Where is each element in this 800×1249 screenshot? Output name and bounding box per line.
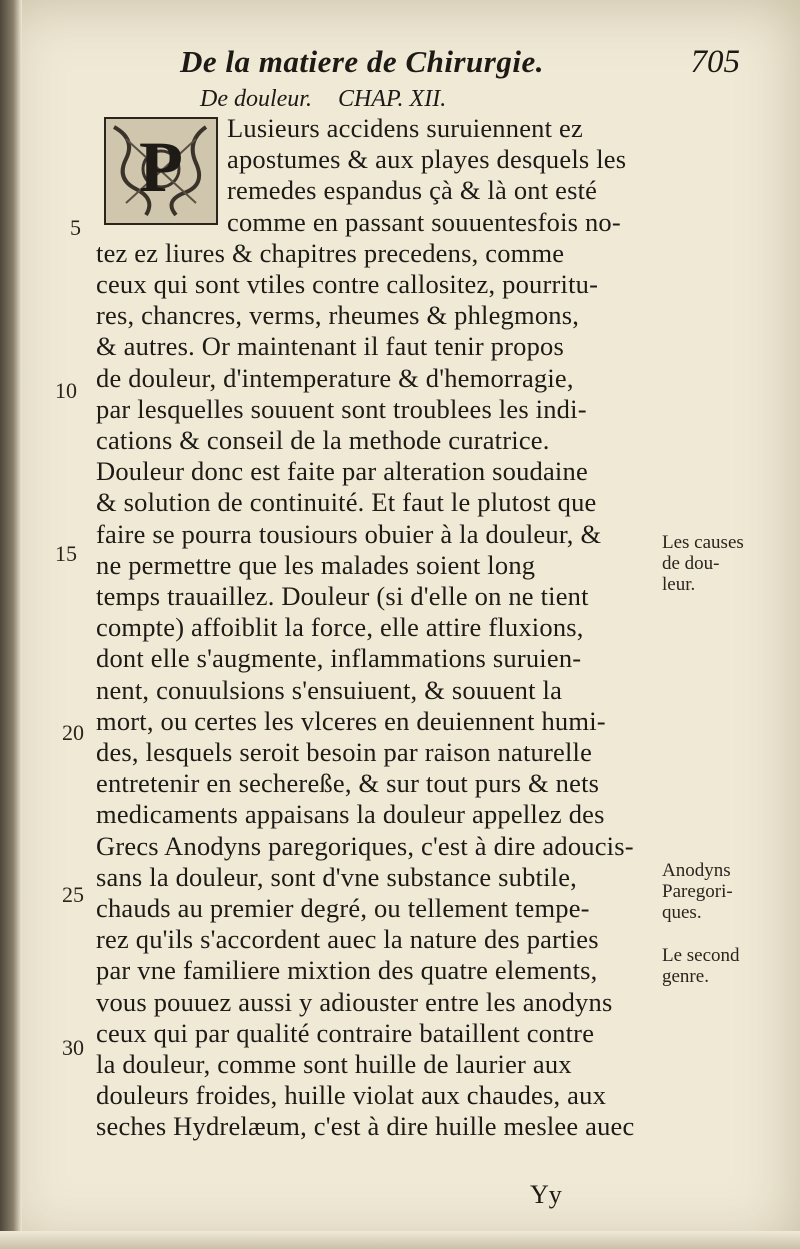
text-line: remedes espandus çà & là ont esté [227, 175, 598, 206]
margin-note-causes [662, 532, 744, 595]
text-line: Douleur donc est faite par alteration soudaine [96, 456, 588, 487]
text-line: & autres. Or maintenant il faut tenir propos [96, 331, 565, 362]
text-line: tez ez liures & chapitres precedens, comme [96, 237, 565, 268]
line-number: 10 [55, 378, 77, 403]
text-line: sans la douleur, sont d'vne substance subtile, [96, 861, 577, 892]
text-line: Lusieurs accidens suruiennent ez [227, 113, 583, 143]
text-line: Grecs Anodyns paregoriques, c'est à dire adoucis- [96, 830, 634, 861]
text-line: des, lesquels seroit besoin par raison naturelle [96, 737, 593, 767]
text-line: nent, conuulsions s'ensuiuent, & souuent la [96, 674, 563, 705]
catchword: Yy [530, 1180, 562, 1209]
text-line: & solution de continuité. Et faut le plutost que [96, 487, 597, 518]
page-bottom-edge [0, 1231, 800, 1249]
text-line: rez qu'ils s'accordent auec la nature des parties [96, 924, 599, 955]
subheading-topic: De douleur. [200, 86, 312, 112]
text-line: dont elle s'augmente, inflammations suruien- [96, 643, 582, 674]
margin-note-line: de dou- [662, 553, 720, 574]
text-line: temps trauaillez. Douleur (si d'elle on ne tient [96, 581, 589, 611]
line-number: 5 [70, 215, 81, 240]
text-line: de douleur, d'intemperature & d'hemorragie, [96, 362, 574, 393]
text-line: comme en passant souuentesfois no- [227, 206, 621, 237]
line-number: 25 [62, 882, 84, 907]
line-number: 30 [62, 1035, 84, 1060]
page-number: 705 [690, 44, 740, 80]
chapter-number: CHAP. XII. [337, 86, 447, 112]
margin-note-line: Paregori- [662, 881, 733, 902]
line-number: 20 [62, 720, 84, 745]
text-line: ceux qui sont vtiles contre callositez, pourritu- [96, 269, 599, 299]
margin-note-line: leur. [662, 574, 696, 595]
text-line: par lesquelles souuent sont troublees les indi- [96, 393, 587, 424]
text-line: entretenir en sechereße, & sur tout purs & nets [96, 768, 600, 799]
text-line: faire se pourra tousiours obuier à la douleur, & [96, 518, 602, 549]
margin-note-line: ques. [662, 902, 702, 923]
margin-note-line: Le second [662, 945, 740, 966]
drop-cap-letter: P [139, 127, 183, 207]
text-line: cations & conseil de la methode curatrice. [96, 425, 550, 455]
margin-note-line: Anodyns [662, 860, 731, 881]
line-number: 15 [55, 541, 77, 566]
text-line: ceux qui par qualité contraire bataillent contre [96, 1017, 595, 1048]
text-line: la douleur, comme sont huille de laurier aux [96, 1049, 572, 1079]
margin-note-second-genre [662, 945, 740, 987]
text-line: compte) affoiblit la force, elle attire fluxions, [96, 612, 584, 643]
text-line: ne permettre que les malades soient long [96, 549, 536, 580]
text-line: chauds au premier degré, ou tellement tempe- [96, 893, 590, 923]
margin-note-anodyns [662, 860, 733, 923]
text-line: mort, ou certes les vlceres en deuiennent humi- [96, 705, 606, 736]
text-line: seches Hydrelæum, c'est à dire huille meslee auec [96, 1111, 635, 1142]
text-line: medicaments appaisans la douleur appellez des [96, 799, 605, 830]
text-line: vous pouuez aussi y adiouster entre les anodyns [96, 986, 613, 1017]
text-line: par vne familiere mixtion des quatre elements, [96, 955, 598, 986]
text-line: douleurs froides, huille violat aux chaudes, aux [96, 1080, 607, 1111]
margin-note-line: genre. [662, 966, 709, 987]
margin-note-line: Les causes [662, 532, 744, 553]
text-line: res, chancres, verms, rheumes & phlegmons, [96, 300, 580, 331]
text-line: apostumes & aux playes desquels les [227, 144, 627, 175]
running-title: De la matiere de Chirurgie. [180, 44, 544, 79]
